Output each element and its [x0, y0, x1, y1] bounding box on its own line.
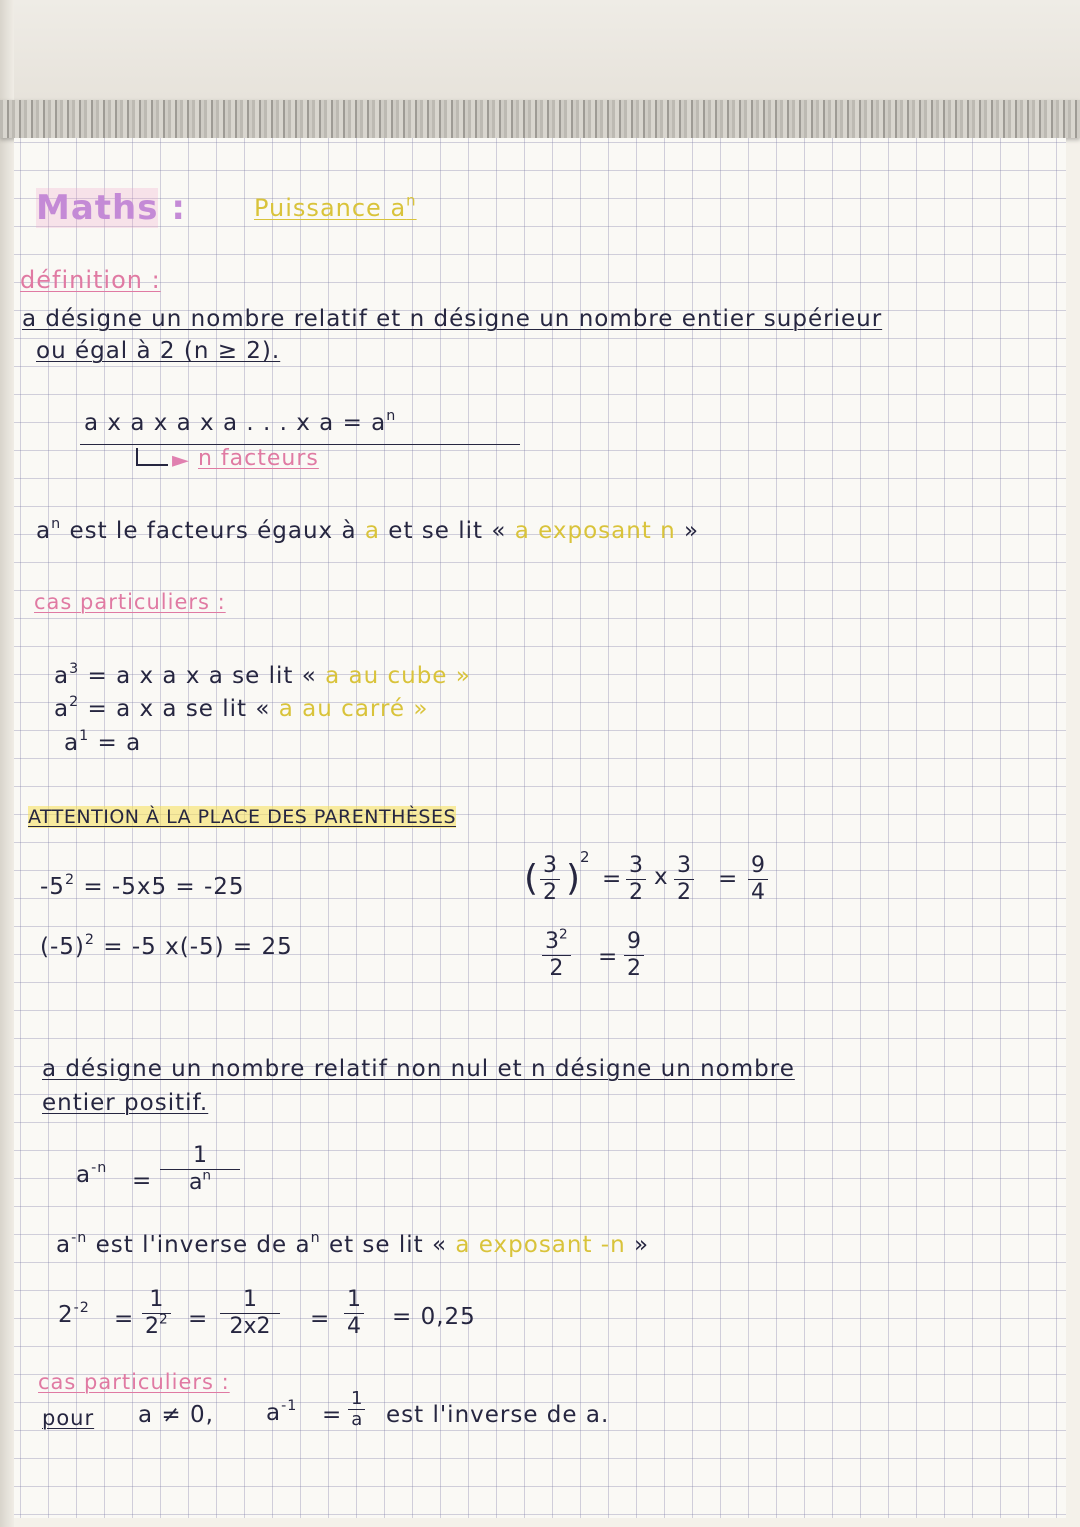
inv-a: a: [295, 1232, 311, 1258]
frac-one-over-two-squared: [142, 1288, 171, 1339]
definition-heading: définition :: [20, 266, 161, 294]
product-underline: [80, 444, 520, 445]
product-formula: [84, 410, 396, 436]
cube-exp: 3: [69, 661, 80, 678]
frac-denominator: 2: [627, 956, 641, 981]
photo-background: [0, 0, 1080, 108]
frac-numerator: 3: [629, 853, 643, 878]
nonzero-condition: a ≠ 0,: [138, 1402, 214, 1428]
frac-numerator: 9: [627, 929, 641, 954]
one-lhs: a: [64, 730, 80, 756]
pour-label: pour: [42, 1406, 95, 1430]
cube-close: »: [447, 663, 471, 689]
inv-base: a: [56, 1232, 72, 1258]
frac-one-over-a: [348, 1390, 365, 1429]
frac-denominator: a: [351, 1409, 363, 1430]
one-exp: 1: [79, 728, 90, 745]
special-cases-2-heading: cas particuliers :: [38, 1370, 230, 1394]
equals-sign: =: [132, 1168, 153, 1194]
read-close: »: [675, 518, 700, 544]
cube-a: a: [325, 663, 341, 689]
frac-numerator: 1: [193, 1143, 207, 1168]
definition-line-1: a désigne un nombre relatif et n désigne un nombre entier supérieur: [22, 306, 883, 332]
ex2-exp: 2: [84, 932, 95, 949]
lhs-exp: -1: [281, 1398, 298, 1415]
neg-definition-line-1: a désigne un nombre relatif non nul et n désigne un nombre: [42, 1056, 795, 1082]
frac-numerator: 1: [347, 1287, 361, 1312]
cube-rhs: = a x a x a se lit «: [79, 663, 326, 689]
den-base: 2: [145, 1314, 159, 1339]
ex-base: 2: [58, 1302, 74, 1328]
frac-numerator: [542, 926, 571, 954]
frac-one-over-two-times-two: [220, 1288, 280, 1339]
frac-denominator: 2: [629, 880, 643, 905]
lhs-base: a: [266, 1400, 282, 1426]
page-edge-shadow: [0, 0, 14, 1527]
inv-a2: a: [455, 1232, 471, 1258]
square-a: a: [278, 696, 294, 722]
inverse-sentence: [56, 1232, 649, 1258]
frac-three-squared-over-two: [542, 926, 571, 981]
definition-line-2: ou égal à 2 (n ≥ 2).: [36, 338, 281, 364]
one-rhs: = a: [89, 730, 142, 756]
paren-exponent: 2: [580, 848, 591, 866]
equals-sign: =: [322, 1402, 343, 1428]
factors-arrow: [136, 448, 168, 466]
square-line: [54, 696, 428, 722]
frac-numerator: 9: [751, 853, 765, 878]
ex2-base: (-5): [40, 934, 85, 960]
a-inverse: [266, 1400, 297, 1426]
inv-mid: est l'inverse de: [87, 1232, 296, 1258]
inv-exp: -n: [71, 1230, 88, 1247]
square-close: »: [405, 696, 429, 722]
inv-close: »: [625, 1232, 650, 1258]
frac-three-halves-b: [674, 854, 694, 905]
title-topic-exponent: n: [406, 191, 417, 210]
den-base: a: [188, 1170, 203, 1195]
equals-sign: =: [114, 1306, 135, 1332]
page-title: [36, 188, 186, 228]
frac-num-base: 3: [545, 929, 559, 954]
attention-heading: ATTENTION À LA PLACE DES PARENTHÈSES: [28, 806, 457, 828]
frac-one-quarter: [344, 1288, 364, 1339]
frac-numerator: 1: [351, 1388, 363, 1409]
frac-denominator: 2: [549, 956, 564, 981]
frac-nine-quarters: [748, 854, 768, 905]
frac-denominator: 2: [677, 880, 691, 905]
frac-denominator: [142, 1311, 171, 1339]
inv-reads: et se lit «: [320, 1232, 456, 1258]
neg-definition-line-2: entier positif.: [42, 1090, 209, 1116]
ex1-exp: 2: [64, 872, 76, 889]
den-exp: n: [202, 1167, 212, 1184]
equals-sign: =: [310, 1306, 331, 1332]
ex-exp: -2: [73, 1300, 90, 1317]
times-sign: x: [654, 864, 669, 890]
lhs-exp: -n: [91, 1160, 108, 1177]
read-sentence: [36, 518, 699, 544]
equals-sign: =: [188, 1306, 209, 1332]
ex1-rhs: = -5x5 = -25: [75, 874, 245, 900]
example-paren-minus5-squared: [40, 934, 293, 960]
title-separator: :: [171, 188, 186, 228]
title-subject: Maths: [36, 188, 159, 228]
product-formula-text: a x a x a x a . . . x a = a: [84, 410, 387, 436]
lhs-base: a: [76, 1162, 92, 1188]
grid-paper-sheet: [14, 138, 1066, 1518]
open-paren: (: [524, 858, 540, 899]
close-paren: ): [566, 858, 582, 899]
ex2-rhs: = -5 x(-5) = 25: [94, 934, 293, 960]
cube-line: [54, 663, 471, 689]
special-cases-heading: cas particuliers :: [34, 590, 226, 614]
frac-nine-halves: [624, 930, 644, 981]
frac-num-exp: 2: [559, 926, 568, 943]
read-quote: a exposant n: [514, 518, 676, 544]
den-exp: 2: [159, 1311, 168, 1328]
inverse-tail: est l'inverse de a.: [386, 1402, 610, 1428]
inv-a-exp: n: [310, 1230, 321, 1247]
equals-sign: =: [598, 944, 619, 970]
cube-word: au cube: [340, 663, 448, 689]
frac-denominator: 4: [751, 880, 765, 905]
equals-sign: =: [602, 866, 623, 892]
square-exp: 2: [69, 694, 80, 711]
cube-lhs: a: [54, 663, 70, 689]
frac-denominator: [186, 1167, 214, 1195]
example-minus5-squared: [40, 874, 245, 900]
read-exponent: n: [51, 516, 62, 533]
frac-numerator: 3: [543, 853, 557, 878]
read-mid: est le facteurs égaux à: [61, 518, 365, 544]
frac-denominator: 2x2: [229, 1314, 271, 1339]
square-word: au carré: [293, 696, 406, 722]
factors-label: n facteurs: [198, 446, 319, 471]
example-two-neg-two: [58, 1302, 90, 1328]
read-base: a: [36, 518, 52, 544]
equals-sign: =: [718, 866, 739, 892]
ex1-base: -5: [40, 874, 65, 900]
square-rhs: = a x a se lit «: [79, 696, 279, 722]
title-topic: [254, 191, 417, 222]
arrow-head-icon: ►: [172, 448, 190, 473]
frac-three-halves-a: [626, 854, 646, 905]
product-formula-exponent: n: [386, 408, 397, 425]
frac-numerator: 1: [243, 1287, 257, 1312]
frac-numerator: 3: [677, 853, 691, 878]
title-topic-text: Puissance a: [254, 194, 407, 222]
square-lhs: a: [54, 696, 70, 722]
read-reads: et se lit «: [379, 518, 515, 544]
frac-denominator: 4: [347, 1314, 361, 1339]
notebook-spiral-binding: [0, 100, 1080, 138]
frac-one-over-a-n: [160, 1144, 240, 1195]
neg-exp-lhs: [76, 1162, 107, 1188]
frac-numerator: 1: [149, 1287, 164, 1312]
frac-denominator: 2: [543, 880, 557, 905]
decimal-result: = 0,25: [392, 1304, 476, 1330]
frac-three-halves: [540, 854, 560, 905]
read-a: a: [364, 518, 380, 544]
power-one-line: [64, 730, 141, 756]
inv-quote: exposant -n: [470, 1232, 626, 1258]
